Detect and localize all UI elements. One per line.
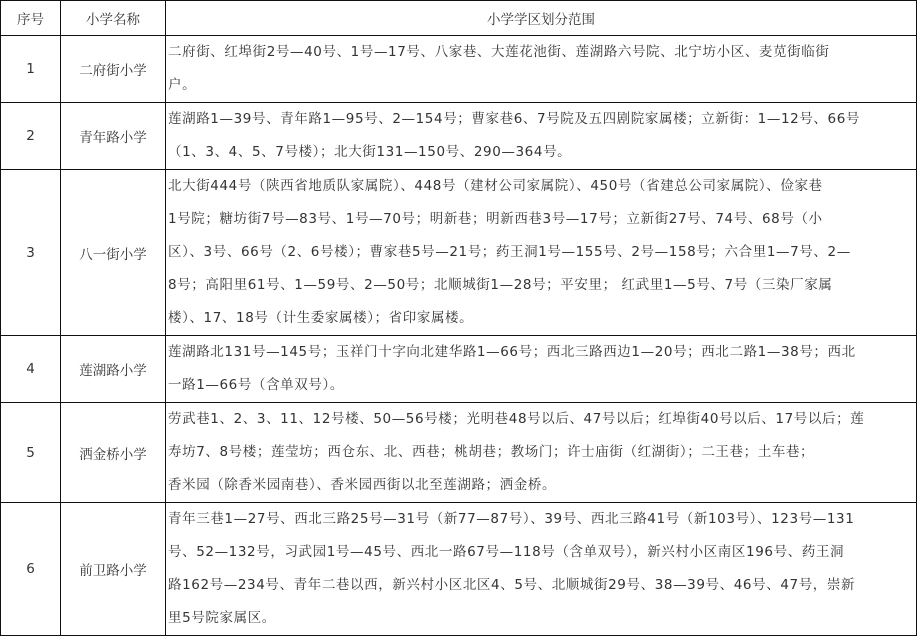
range-line: 8号；高阳里61号、1—59号、2—50号；北顺城街1—28号；平安里； 红武里1—5号、7号（三染厂家属 (168, 277, 833, 293)
range-line: 一路1—66号（含单双号）。 (168, 377, 344, 393)
range-line: 1号院；糖坊街7号—83号、1号—70号；明新巷；明新西巷3号—17号；立新街27号、74号、68号（小 (168, 211, 823, 227)
range-line: 楼）、17、18号（计生委家属楼）；省印家属楼。 (168, 310, 474, 326)
school-name: 青年路小学 (61, 103, 166, 170)
range-line: 劳武巷1、2、3、11、12号楼、50—56号楼；光明巷48号以后、47号以后；红埠街40号以后、17号以后；莲 (168, 411, 865, 427)
range-line: 青年三巷1—27号、西北三路25号—31号（新77—87号）、39号、西北三路41号（新103号）、123号—131 (168, 511, 855, 527)
table-row (1, 503, 917, 636)
table-row (1, 403, 917, 503)
range-line: 香米园（除香米园南巷）、香米园西街以北至莲湖路；洒金桥。 (168, 477, 557, 493)
header-school-name: 小学名称 (61, 1, 166, 36)
row-no: 3 (1, 170, 61, 336)
table-row (1, 103, 917, 170)
range-line: 莲湖路1—39号、青年路1—95号、2—154号；曹家巷6、7号院及五四剧院家属楼；立新街：1—12号、66号 (168, 111, 861, 127)
table-row (1, 170, 917, 336)
range-line: 寿坊7、8号楼；莲莹坊；西仓东、北、西巷；桃胡巷；教场门；许士庙街（红湖街）；二王巷；土车巷； (168, 444, 815, 460)
range-line: 户。 (168, 77, 197, 93)
district-range (166, 503, 917, 636)
school-name: 前卫路小学 (61, 503, 166, 636)
table-row (1, 336, 917, 403)
range-line: 二府街、红埠街2号—40号、1号—17号、八家巷、大莲花池街、莲湖路六号院、北宁坊小区、麦苋街临街 (168, 44, 830, 60)
range-line: （1、3、4、5、7号楼）；北大街131—150号、290—364号。 (168, 144, 572, 160)
table-header-row (1, 1, 917, 36)
row-no: 2 (1, 103, 61, 170)
header-district-range: 小学学区划分范围 (166, 1, 917, 36)
header-no: 序号 (1, 1, 61, 36)
school-name: 洒金桥小学 (61, 403, 166, 503)
range-line: 区）、3号、66号（2、6号楼）；曹家巷5号—21号；药王洞1号—155号、2号—158号；六合里1—7号、2— (168, 244, 851, 260)
row-no: 4 (1, 336, 61, 403)
district-range (166, 103, 917, 170)
school-name: 莲湖路小学 (61, 336, 166, 403)
range-line: 莲湖路北131号—145号；玉祥门十字向北建华路1—66号；西北三路西边1—20号；西北二路1—38号；西北 (168, 344, 856, 360)
district-range (166, 36, 917, 103)
school-name: 二府街小学 (61, 36, 166, 103)
district-range (166, 170, 917, 336)
district-range (166, 336, 917, 403)
row-no: 6 (1, 503, 61, 636)
range-line: 路162号—234号、青年二巷以西，新兴村小区北区4、5号、北顺城街29号、38—39号、46号、47号，崇新 (168, 577, 856, 593)
school-name: 八一街小学 (61, 170, 166, 336)
district-range (166, 403, 917, 503)
table-row (1, 36, 917, 103)
row-no: 1 (1, 36, 61, 103)
range-line: 里5号院家属区。 (168, 610, 276, 626)
range-line: 北大街444号（陕西省地质队家属院）、448号（建材公司家属院）、450号（省建总公司家属院）、俭家巷 (168, 178, 823, 194)
row-no: 5 (1, 403, 61, 503)
range-line: 号、52—132号，习武园1号—45号、西北一路67号—118号（含单双号），新兴村小区南区196号、药王洞 (168, 544, 845, 560)
